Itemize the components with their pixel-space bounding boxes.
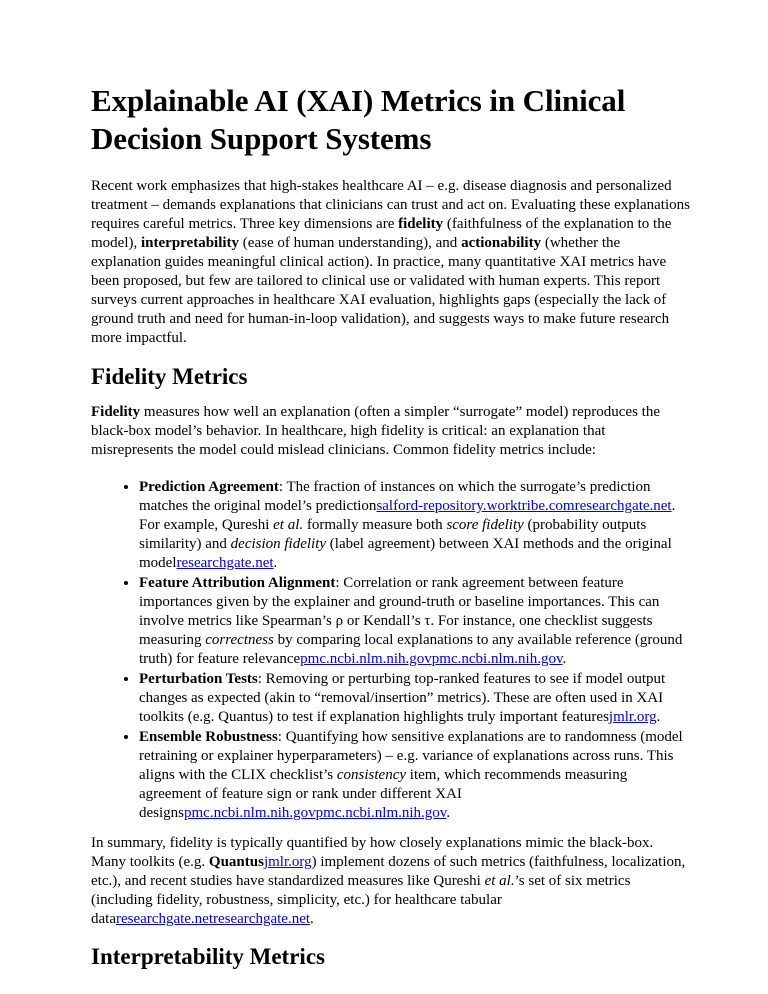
- list-item-term: Feature Attribution Alignment: [139, 575, 336, 591]
- interpretability-heading: Interpretability Metrics: [91, 944, 325, 969]
- fidelity-intro-paragraph: [91, 403, 691, 460]
- italic-text: correctness: [205, 632, 274, 648]
- list-item-prediction-agreement: [139, 477, 691, 573]
- list-item-text: .: [273, 555, 278, 571]
- fidelity-intro-term: Fidelity: [91, 404, 141, 420]
- list-item-text: item, which recommends measuring agreement of feature sign or rank under different XAI designs: [139, 767, 628, 821]
- list-item-text: formally measure both: [303, 517, 447, 533]
- fidelity-heading: Fidelity Metrics: [91, 364, 248, 389]
- summary-text: In summary, fidelity is typically quantified by how closely explanations mimic the black-box. Many toolkits (e.g.: [91, 835, 654, 870]
- list-item-ensemble-robustness: [139, 727, 691, 823]
- list-item-perturbation-tests: [139, 669, 691, 727]
- list-item-text: : Quantifying how sensitive explanations are to randomness (model retraining or explainer hyperparameters) – e.g. variance of explanations across runs. This aligns with the CLIX checklist’s: [139, 729, 683, 783]
- citation-link[interactable]: jmlr.org: [263, 854, 312, 870]
- list-item-text: .: [562, 651, 567, 667]
- summary-term-quantus: Quantus: [208, 854, 264, 870]
- italic-text: score fidelity: [446, 517, 524, 533]
- intro-text-1: Recent work emphasizes that high-stakes healthcare AI – e.g. disease diagnosis and personalized treatment – demands explanations that clinicians can trust and act on. Evaluating these explanations requires careful metrics. Three key dimensions are: [91, 178, 690, 232]
- intro-term-actionability: actionability: [461, 235, 542, 251]
- list-item-term: Perturbation Tests: [139, 671, 258, 687]
- list-item-text: : Removing or perturbing top-ranked features to see if model output changes as expected (akin to “removal/insertion” metrics). These are often used in XAI toolkits (e.g. Quantus) to test if explanation highlights truly important features: [139, 671, 666, 725]
- intro-text-3: (ease of human understanding), and: [239, 235, 462, 251]
- citation-link[interactable]: salford-repository.worktribe.comresearchgate.net: [376, 498, 672, 514]
- intro-text-2: (faithfulness of the explanation to the model),: [91, 216, 672, 251]
- italic-text: et al.: [484, 873, 515, 889]
- intro-text-4: (whether the explanation guides meaningful clinical action). In practice, many quantitative XAI metrics have been proposed, but few are tailored to clinical use or validated with human experts. This report surveys current approaches in healthcare XAI evaluation, highlights gaps (especially the lack of ground truth and need for human-in-loop validation), and suggests ways to make future research more impactful.: [91, 235, 670, 346]
- italic-text: decision fidelity: [230, 536, 327, 552]
- list-item-text: : Correlation or rank agreement between feature importances given by the explainer and ground-truth or baseline importances. This can involve metrics like Spearman’s ρ or Kendall’s τ. For instance, one checklist suggests measuring: [139, 575, 660, 648]
- list-item-feature-attribution-alignment: [139, 573, 691, 669]
- italic-text: consistency: [336, 767, 407, 783]
- list-item-text: by comparing local explanations to any available reference (ground truth) for feature relevance: [139, 632, 683, 667]
- list-item-text: (probability outputs similarity) and: [139, 517, 647, 552]
- document-body: [91, 82, 691, 983]
- list-item-text: : The fraction of instances on which the surrogate’s prediction matches the original model’s prediction: [139, 479, 651, 514]
- fidelity-metrics-list: [91, 477, 691, 823]
- intro-term-interpretability: interpretability: [141, 235, 240, 251]
- list-item-term: Ensemble Robustness: [139, 729, 278, 745]
- fidelity-intro-text: measures how well an explanation (often a simpler “surrogate” model) reproduces the black-box model’s behavior. In healthcare, high fidelity is critical: an explanation that misrepresents the model could mislead clinicians. Common fidelity metrics include:: [91, 404, 660, 458]
- fidelity-summary-paragraph: [91, 834, 691, 929]
- page-title: Explainable AI (XAI) Metrics in Clinical Decision Support Systems: [91, 83, 626, 156]
- summary-text: .: [310, 911, 314, 927]
- summary-text: ’s set of six metrics (including fidelity, robustness, simplicity, etc.) for healthcare tabular data: [91, 873, 631, 927]
- summary-text: ) implement dozens of such metrics (faithfulness, localization, etc.), and recent studies have standardized measures like Qureshi: [91, 854, 686, 889]
- intro-term-fidelity: fidelity: [398, 216, 444, 232]
- list-item-text: .: [446, 805, 451, 821]
- italic-text: et al.: [273, 517, 304, 533]
- citation-link[interactable]: jmlr.org: [608, 709, 657, 725]
- citation-link[interactable]: researchgate.net: [176, 555, 274, 571]
- list-item-term: Prediction Agreement: [139, 479, 279, 495]
- citation-link[interactable]: pmc.ncbi.nlm.nih.govpmc.ncbi.nlm.nih.gov: [184, 805, 447, 821]
- citation-link[interactable]: researchgate.netresearchgate.net: [115, 911, 311, 927]
- list-item-text: (label agreement) between XAI methods and the original model: [139, 536, 672, 571]
- citation-link[interactable]: pmc.ncbi.nlm.nih.govpmc.ncbi.nlm.nih.gov: [300, 651, 563, 667]
- intro-paragraph: [91, 177, 691, 348]
- list-item-text: .: [656, 709, 661, 725]
- list-item-text: . For example, Qureshi: [139, 498, 676, 533]
